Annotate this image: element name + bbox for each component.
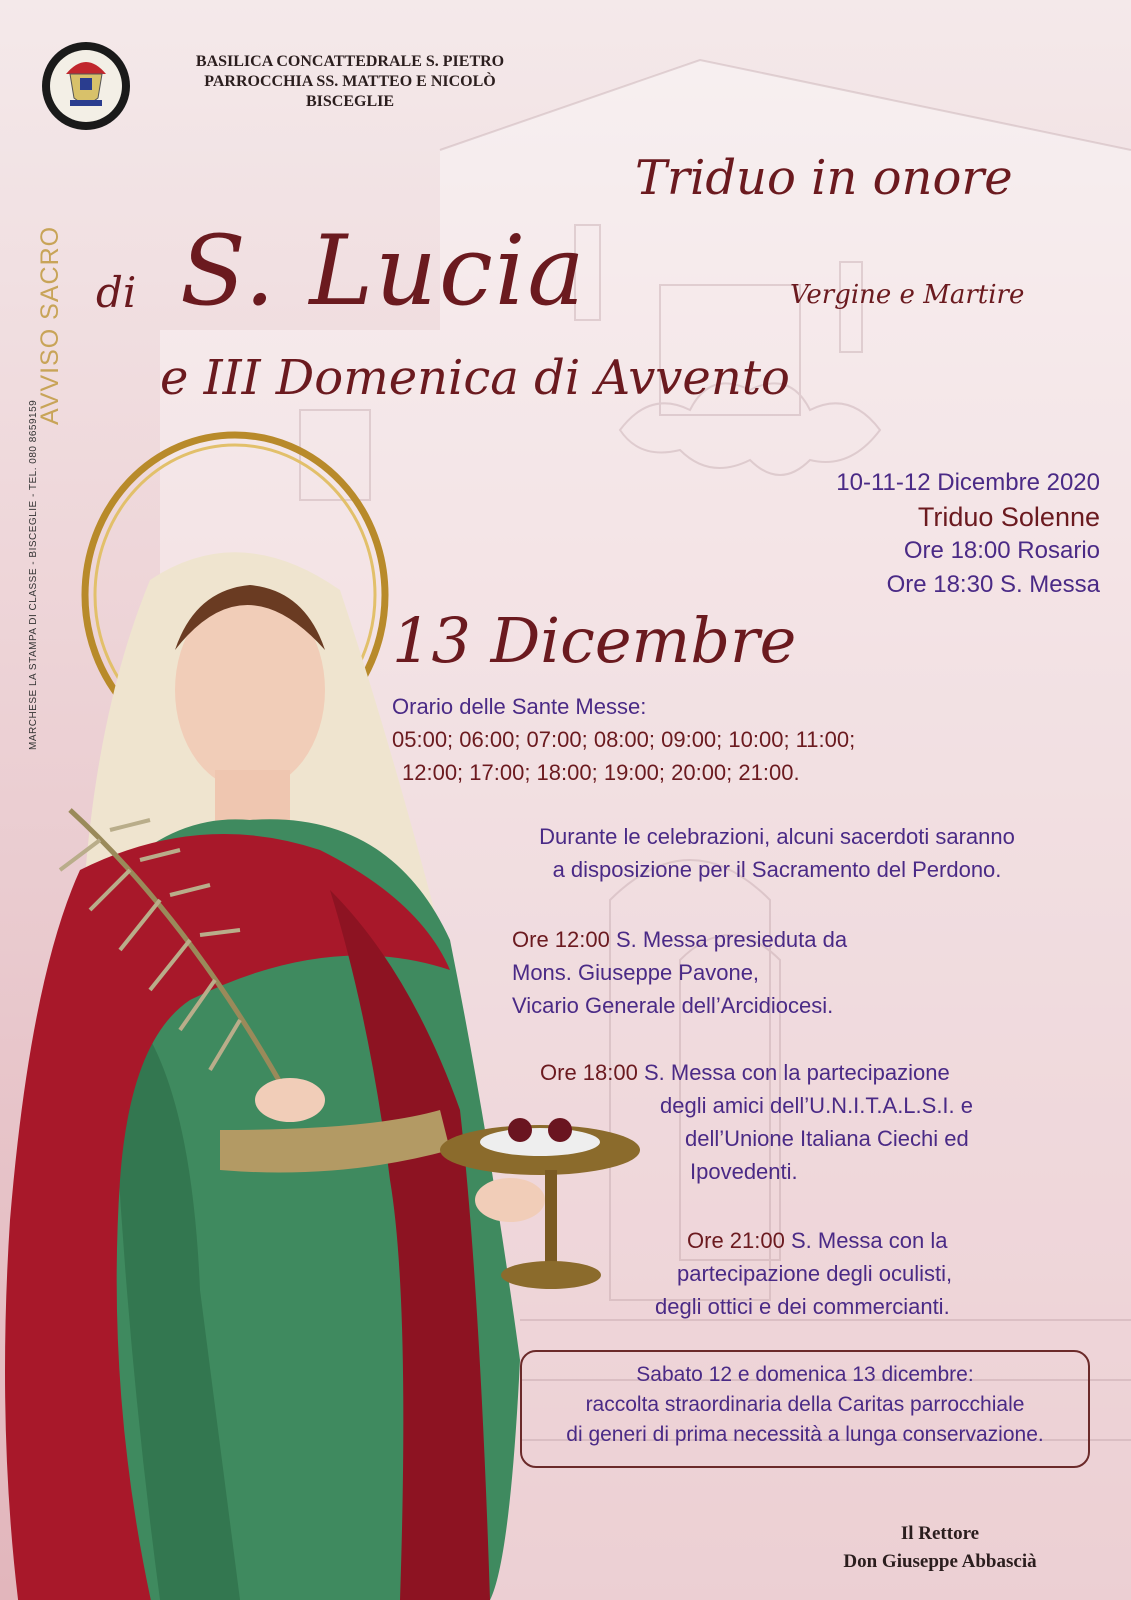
title-saint: S. Lucia [180,215,587,327]
mass-night-line1: S. Messa con la [790,1228,948,1253]
confession-notice [472,820,1082,886]
parish-header [160,52,540,112]
mass-evening-time: Ore 18:00 [540,1060,638,1085]
caritas-line3: di generi di prima necessità a lunga conservazione. [566,1423,1044,1446]
mass-noon-line1: S. Messa presieduta da [615,927,848,952]
triduo-rosario: Ore 18:00 Rosario [903,537,1100,564]
triduo-dates: 10-11-12 Dicembre 2020 [836,469,1100,496]
mass-night-line3: degli ottici e dei commercianti. [655,1294,950,1319]
mass-evening-line3: dell’Unione Italiana Ciechi ed [685,1126,969,1151]
mass-times-heading: Orario delle Sante Messe: [392,694,647,719]
caritas-line2: raccolta straordinaria della Caritas parrocchiale [585,1393,1025,1416]
caritas-line1: Sabato 12 e domenica 13 dicembre: [636,1363,974,1386]
triduo-schedule [780,466,1100,602]
confession-line1: Durante le celebrazioni, alcuni sacerdoti saranno [539,824,1015,849]
title-triduo: Triduo in onore [635,150,1013,206]
feast-date: 13 Dicembre [392,604,797,677]
mass-noon [512,923,847,1022]
title-domenica: e III Domenica di Avvento [160,350,790,406]
mass-times-line1: 05:00; 06:00; 07:00; 08:00; 09:00; 10:00; 11:00; [392,727,856,752]
mass-evening [540,1056,973,1188]
mass-night-line2: partecipazione degli oculisti, [677,1261,953,1286]
confession-line2: a disposizione per il Sacramento del Perdono. [552,857,1002,882]
mass-evening-line4: Ipovedenti. [690,1159,798,1184]
avviso-sacro-label: AVVISO SACRO [36,225,64,425]
signature-role: Il Rettore [900,1523,980,1544]
header-parrocchia: PARROCCHIA SS. MATTEO E NICOLÒ [204,73,496,90]
title-di: di [96,268,137,317]
title-epithet: Vergine e Martire [790,280,1025,310]
mass-night-time: Ore 21:00 [687,1228,785,1253]
triduo-messa: Ore 18:30 S. Messa [886,571,1100,598]
mass-noon-line3: Vicario Generale dell’Arcidiocesi. [512,993,834,1018]
printer-credit: MARCHESE LA STAMPA DI CLASSE - BISCEGLIE - TEL. 080 8659159 [28,399,39,750]
mass-night [655,1224,952,1323]
parish-seal-icon [40,40,132,132]
mass-times [392,690,855,789]
header-city: BISCEGLIE [305,93,395,110]
mass-noon-line2: Mons. Giuseppe Pavone, [512,960,760,985]
header-basilica: BASILICA CONCATTEDRALE S. PIETRO [195,53,505,70]
mass-evening-line1: S. Messa con la partecipazione [643,1060,950,1085]
mass-noon-time: Ore 12:00 [512,927,610,952]
caritas-notice [520,1350,1090,1468]
mass-times-line2: 12:00; 17:00; 18:00; 19:00; 20:00; 21:00. [402,760,800,785]
signature-block [790,1520,1090,1576]
mass-evening-line2: degli amici dell’U.N.I.T.A.L.S.I. e [660,1093,974,1118]
triduo-label: Triduo Solenne [917,502,1100,532]
signature-name: Don Giuseppe Abbascià [843,1551,1037,1572]
